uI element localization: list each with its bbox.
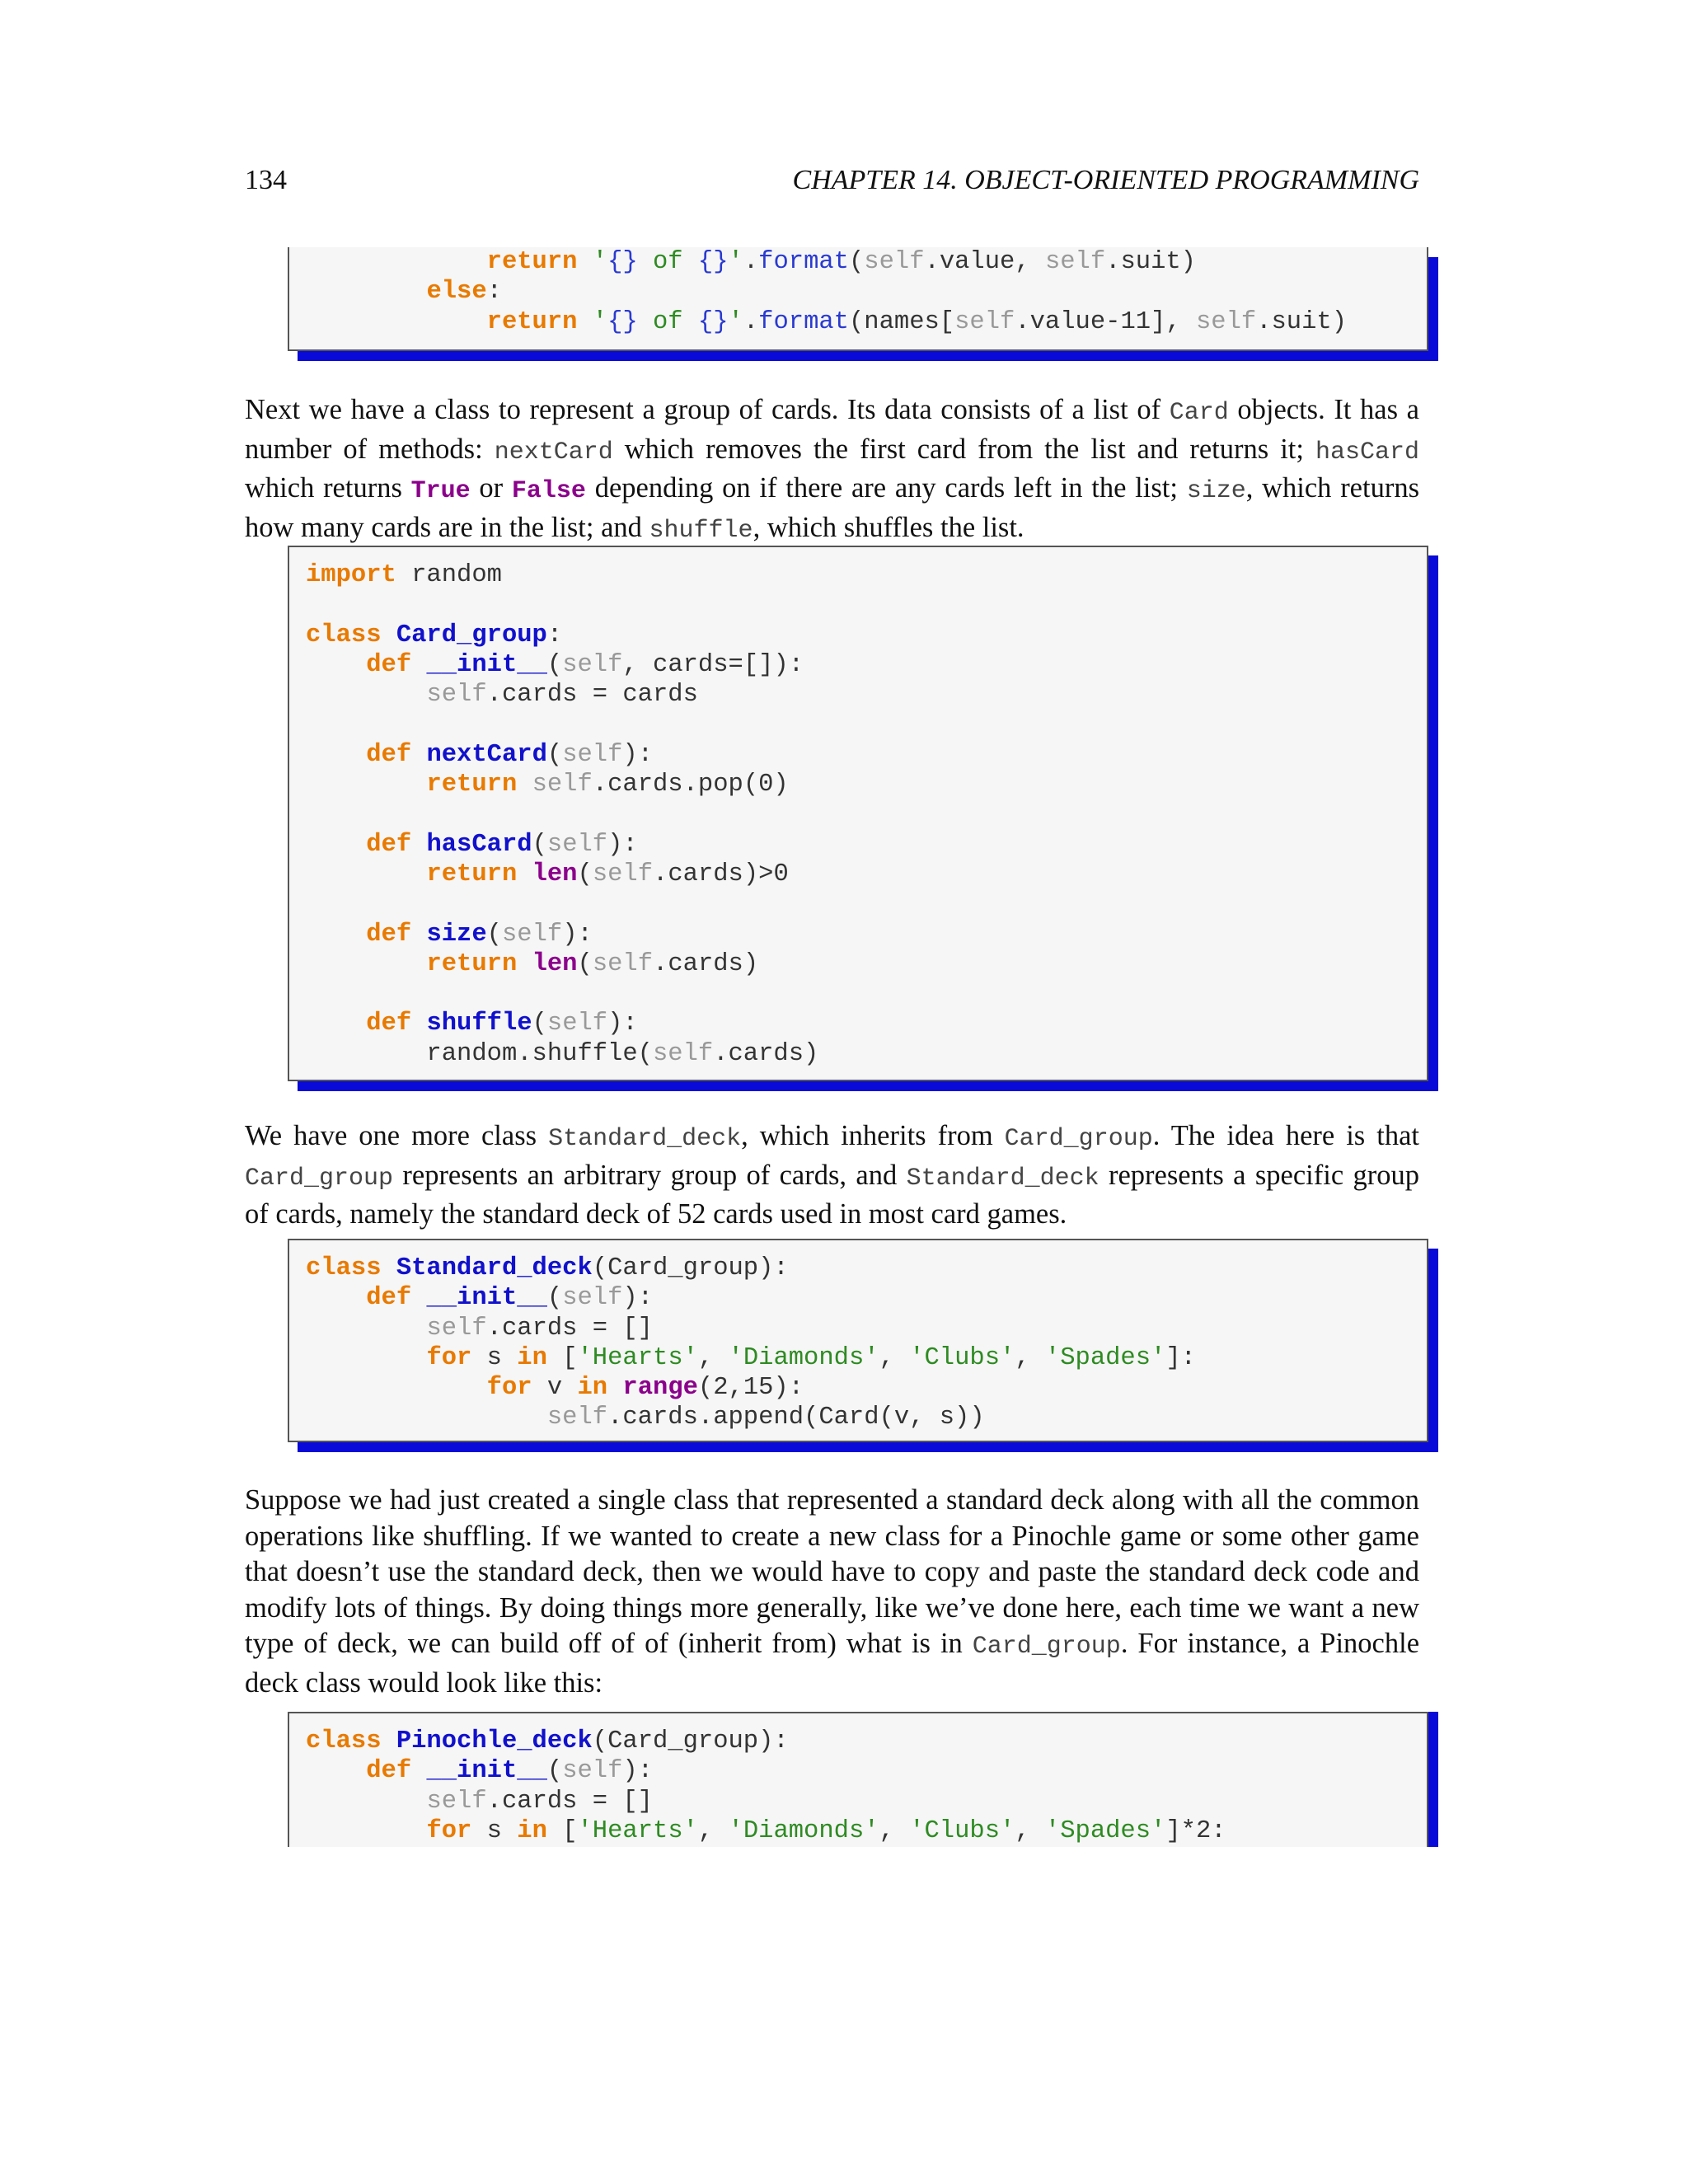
inline-code: nextCard <box>494 438 613 466</box>
paragraph-card-group-intro: Next we have a class to represent a group of cards. Its data consists of a list of Card objects. It has a number of methods: nextCard which removes the first card from the list and returns it; hasCard which returns True or False depending on if there are any cards left in the list; size, which returns how many cards are in the list; and shuffle, which shuffles the list. <box>245 394 1419 545</box>
running-header <box>245 165 1419 206</box>
chapter-title: CHAPTER 14. OBJECT-ORIENTED PROGRAMMING <box>792 165 1419 195</box>
inline-code: shuffle <box>649 516 753 545</box>
code-line: return '{} of {}'.format(self.value, self.suit) <box>486 248 1196 276</box>
code-listing: class Pinochle_deck(Card_group): def __init__(self): self.cards = [] for s in ['Hearts', 'Diamonds', 'Clubs', 'Spades']*2: <box>306 1727 1226 1845</box>
code-line: return '{} of {}'.format(names[self.value-11], self.suit) <box>486 307 1348 336</box>
code-listing <box>289 247 1427 337</box>
page-number: 134 <box>245 165 287 195</box>
code-block-card-group <box>288 546 1428 1081</box>
inline-code: hasCard <box>1315 438 1419 466</box>
inline-code: Card_group <box>245 1164 394 1193</box>
paragraph-pinochle-motivation: Suppose we had just created a single class that represented a standard deck along with all the common operations like shuffling. If we wanted to create a new class for a Pinochle game or some other game that doesn’t use the standard deck, then we would have to copy and paste the standard deck code and modify lots of things. By doing things more generally, like we’ve done here, each time we want a new type of deck, we can build off of of (inherit from) what is in Card_group. For instance, a Pinochle deck class would look like this: <box>245 1484 1420 1699</box>
inline-code: Standard_deck <box>548 1125 742 1153</box>
code-block-standard-deck <box>288 1239 1428 1442</box>
inline-keyword: False <box>511 477 586 505</box>
code-block-pinochle-deck <box>288 1712 1428 1847</box>
inline-code: Card_group <box>972 1633 1121 1661</box>
paragraph-standard-deck-intro: We have one more class Standard_deck, which inherits from Card_group. The idea here is that Card_group represents an arbitrary group of cards, and Standard_deck represents a specific group of cards, namely the standard deck of 52 cards used in most card games. <box>245 1120 1419 1230</box>
code-block-str-fragment <box>288 247 1428 351</box>
inline-code: Card <box>1169 399 1229 427</box>
inline-code: Standard_deck <box>906 1164 1100 1193</box>
inline-code: Card_group <box>1004 1125 1153 1153</box>
code-listing: import random class Card_group: def __init__(self, cards=[]): self.cards = cards def nextCard(self): return self.cards.pop(0) def hasCard(self): return len(self.cards)>0 def size(self): return len(self.cards) def shuffle(self): random.shuffle(self.cards) <box>306 561 819 1068</box>
inline-code: size <box>1186 477 1246 505</box>
code-listing: class Standard_deck(Card_group): def __init__(self): self.cards = [] for s in ['Hearts', 'Diamonds', 'Clubs', 'Spades']: for v in range(2,15): self.cards.append(Card(v, s)) <box>306 1254 1196 1432</box>
inline-keyword: True <box>410 477 471 505</box>
code-line: else: <box>426 278 502 307</box>
